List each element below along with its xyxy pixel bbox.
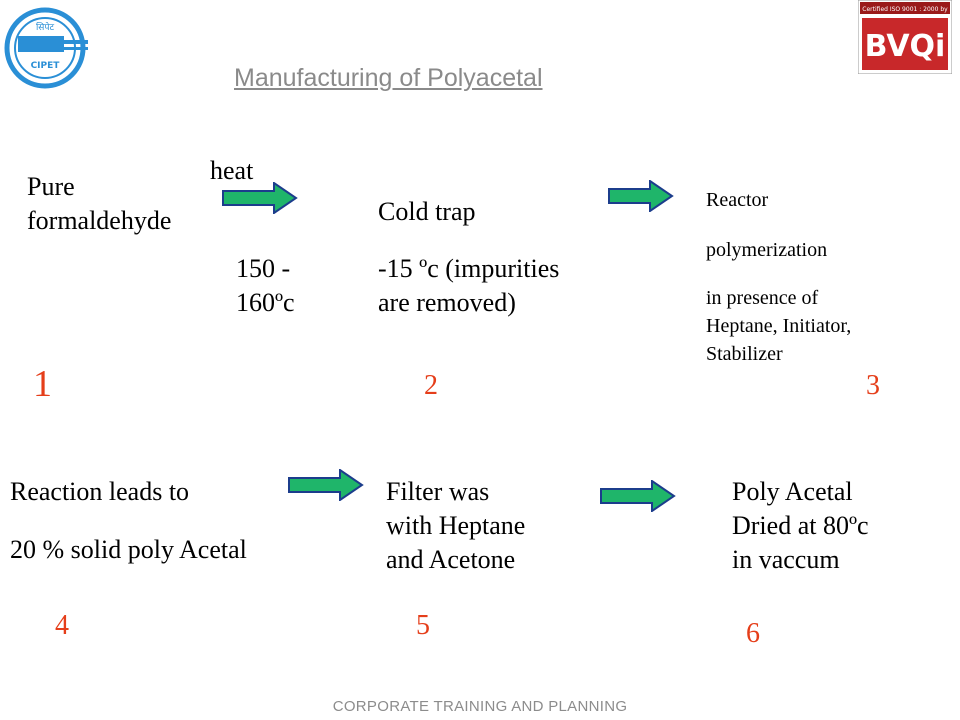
step-3-line-5: Stabilizer [706, 343, 783, 365]
footer-text: CORPORATE TRAINING AND PLANNING [332, 698, 628, 715]
page-title: Manufacturing of Polyacetal [234, 64, 543, 92]
step-4-line-2: 20 % solid poly Acetal [10, 535, 247, 564]
step-1-line-1: Pure [27, 172, 75, 201]
cipet-logo [0, 0, 95, 95]
step-6-line-1: Poly Acetal [732, 477, 853, 506]
svg-text:सिपेट: सिपेट [35, 23, 55, 33]
step-3-line-3: in presence of [706, 287, 819, 309]
step-6-text [732, 475, 869, 577]
step-1-text [27, 170, 171, 238]
arrow-2-icon [608, 180, 674, 212]
step-3-text [706, 284, 851, 368]
arrow-3-icon [288, 469, 364, 501]
arrow-1-label: heat [210, 156, 254, 185]
arrow-1-temp-line-2: 160ºc [236, 288, 295, 317]
step-3-line-2: polymerization [706, 239, 828, 261]
step-5-text [386, 475, 525, 577]
step-3-number: 3 [866, 370, 880, 401]
step-5-line-3: and Acetone [386, 545, 516, 574]
step-4-number: 4 [55, 610, 69, 641]
step-2-title: Cold trap [378, 197, 476, 226]
step-3-line-1: Reactor [706, 189, 769, 211]
step-4-line-1: Reaction leads to [10, 477, 190, 506]
step-5-line-1: Filter was [386, 477, 490, 506]
bvqi-name: BVQi [864, 29, 946, 64]
step-2-text [378, 252, 559, 320]
bvqi-logo [858, 0, 952, 74]
cipet-logo-text: CIPET [30, 61, 60, 71]
step-1-line-2: formaldehyde [27, 206, 172, 235]
bvqi-caption: Certified ISO 9001 : 2000 by [862, 6, 948, 13]
arrow-4-icon [600, 480, 676, 512]
step-2-line-1: -15 ºc (impurities [378, 254, 560, 283]
step-6-line-3: in vaccum [732, 545, 840, 574]
arrow-1-temp-line-1: 150 - [236, 254, 291, 283]
step-1-number: 1 [33, 363, 52, 405]
step-6-number: 6 [746, 618, 760, 649]
step-2-line-2: are removed) [378, 288, 516, 317]
step-5-line-2: with Heptane [386, 511, 526, 540]
step-5-number: 5 [416, 610, 430, 641]
step-3-line-4: Heptane, Initiator, [706, 315, 852, 337]
arrow-1-temperature [236, 252, 295, 320]
arrow-1-icon [222, 182, 298, 214]
step-2-number: 2 [424, 370, 438, 401]
step-6-line-2: Dried at 80ºc [732, 511, 869, 540]
